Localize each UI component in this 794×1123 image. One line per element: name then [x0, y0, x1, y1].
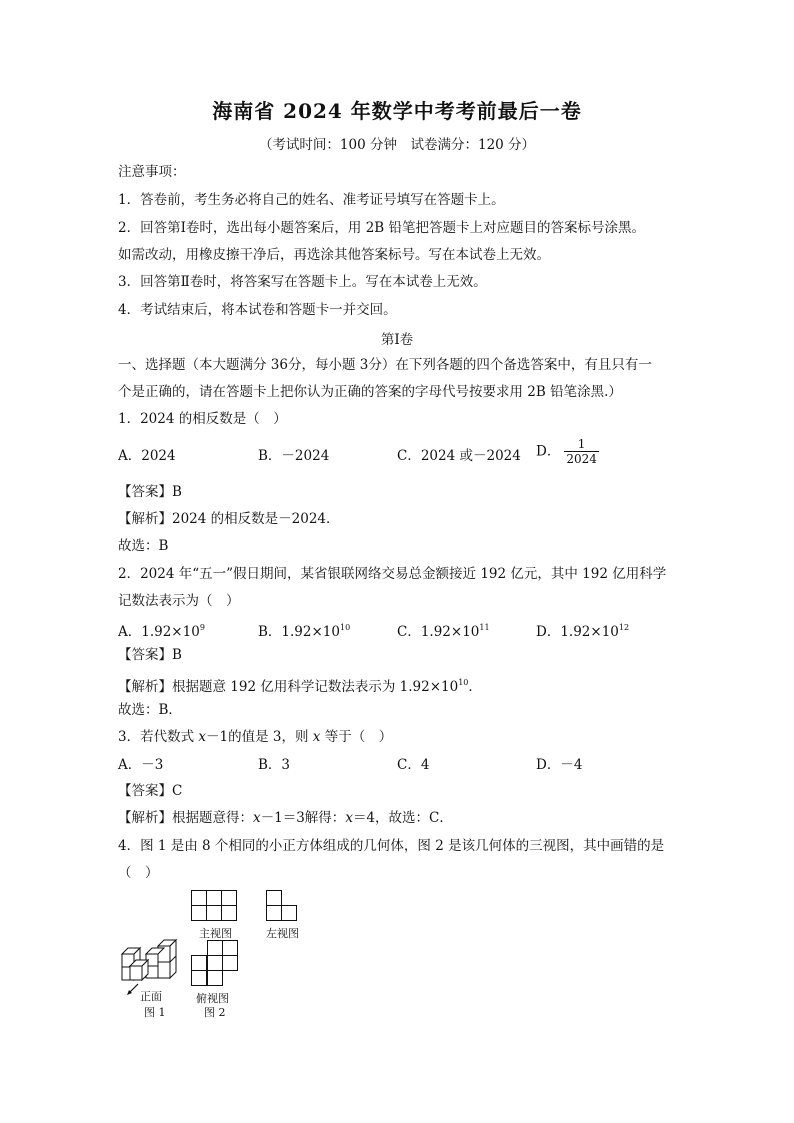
- q3-stem-a: 3．若代数式: [118, 729, 199, 745]
- q2-analysis-end: ．: [468, 679, 482, 695]
- q3-answer: 【答案】C: [118, 783, 183, 799]
- fig2-caption: 图 2: [204, 1006, 226, 1019]
- notes-heading: 注意事项：: [118, 164, 186, 180]
- q3-stem: [118, 728, 392, 746]
- q1-stem: 1．2024 的相反数是（ ）: [118, 411, 287, 427]
- q2-conclusion: 故选：B．: [118, 702, 182, 718]
- q1-answer: 【答案】B: [118, 484, 182, 500]
- q3-analysis: [118, 809, 453, 827]
- q2-analysis-exp: 10: [458, 678, 469, 687]
- q3-stem-var2: x: [312, 729, 321, 745]
- q1-option-b: B．－2024: [258, 448, 330, 464]
- top-view-diagram: [191, 940, 239, 988]
- note-item-3: 3．回答第Ⅱ卷时，将答案写在答题卡上。写在本试卷上无效。: [118, 274, 487, 290]
- q2-option-a-exp: 9: [199, 623, 205, 632]
- left-view-diagram: [266, 890, 298, 922]
- q2-option-a-base: A．1.92×10: [118, 624, 200, 640]
- q2-option-c-base: C．1.92×10: [397, 624, 480, 640]
- q2-stem-2: 记数法表示为（ ）: [118, 593, 240, 609]
- section-instruction-1: 一、选择题（本大题满分 36分，每小题 3分）在下列各题的四个备选答案中，有且只有一: [118, 357, 652, 373]
- fraction-numerator: 1: [577, 437, 586, 451]
- section-title: 第Ⅰ卷: [380, 332, 414, 348]
- fraction-denominator: 2024: [566, 452, 597, 466]
- fig1-caption: 图 1: [144, 1006, 166, 1019]
- q3-option-b: B．3: [258, 757, 291, 773]
- q1-analysis: 【解析】2024 的相反数是－2024．: [118, 511, 340, 527]
- q2-option-a: [118, 619, 205, 641]
- q1-option-d-label: D．: [536, 443, 561, 460]
- q2-analysis: [118, 674, 482, 696]
- q4-stem-1: 4．图 1 是由 8 个相同的小正方体组成的几何体，图 2 是该几何体的三视图，其中画错的是: [118, 838, 665, 854]
- q3-analysis-var1: x: [253, 810, 261, 826]
- q2-option-b-base: B．1.92×10: [258, 624, 340, 640]
- exam-subtitle: （考试时间：100 分钟 试卷满分：120 分）: [258, 137, 536, 153]
- top-view-caption: 俯视图: [196, 992, 229, 1005]
- note-item-2: 2．回答第Ⅰ卷时，选出每小题答案后，用 2B 铅笔把答题卡上对应题目的答案标号涂黑。: [118, 220, 646, 236]
- left-view-caption: 左视图: [266, 927, 299, 940]
- front-arrow-icon: [126, 982, 140, 996]
- q1-option-a: A．2024: [118, 448, 176, 464]
- q2-answer: 【答案】B: [118, 647, 182, 663]
- q1-conclusion: 故选：B: [118, 538, 169, 554]
- q2-option-d: [536, 619, 629, 641]
- page-title: 海南省 2024 年数学中考考前最后一卷: [212, 99, 582, 123]
- q3-option-c: C．4: [397, 757, 430, 773]
- front-direction-caption: 正面: [140, 990, 162, 1003]
- q2-option-b-exp: 10: [339, 623, 351, 632]
- q2-option-d-base: D．1.92×10: [536, 624, 619, 640]
- q2-option-c-exp: 11: [479, 623, 490, 632]
- q2-option-d-exp: 12: [618, 623, 630, 632]
- q2-option-b: [258, 619, 350, 641]
- q1-option-c: C．2024 或－2024: [397, 448, 521, 464]
- q3-stem-c: 等于（ ）: [320, 729, 393, 745]
- q3-analysis-a: 【解析】根据题意得：: [118, 810, 253, 826]
- q3-analysis-eq2: ＝4，故选：C．: [352, 810, 453, 826]
- front-view-diagram: [191, 890, 237, 922]
- q2-option-c: [397, 619, 490, 641]
- section-instruction-2: 个是正确的，请在答题卡上把你认为正确的答案的字母代号按要求用 2B 铅笔涂黑.）: [118, 384, 622, 400]
- q3-analysis-eq1: －1＝3解得：: [260, 810, 346, 826]
- front-view-caption: 主视图: [199, 927, 232, 940]
- q3-stem-b: －1的值是 3，则: [206, 729, 313, 745]
- q1-option-d: [536, 437, 599, 466]
- q2-stem-1: 2．2024 年“五一”假日期间，某省银联网络交易总金额接近 192 亿元，其中 192 亿用科学: [118, 566, 667, 582]
- q3-option-a: A．－3: [118, 757, 164, 773]
- q1-option-d-fraction: [564, 437, 599, 466]
- note-item-2-cont: 如需改动，用橡皮擦干净后，再选涂其他答案标号。写在本试卷上无效。: [118, 247, 550, 263]
- q3-analysis-var2: x: [345, 810, 353, 826]
- note-item-1: 1．答卷前，考生务必将自己的姓名、准考证号填写在答题卡上。: [118, 192, 505, 208]
- q3-option-d: D．－4: [536, 757, 583, 773]
- q3-stem-var1: x: [198, 729, 207, 745]
- q2-analysis-text: 【解析】根据题意 192 亿用科学记数法表示为 1.92×10: [118, 679, 459, 695]
- note-item-4: 4．考试结束后，将本试卷和答题卡一并交回。: [118, 302, 397, 318]
- q4-stem-2: （ ）: [118, 865, 159, 881]
